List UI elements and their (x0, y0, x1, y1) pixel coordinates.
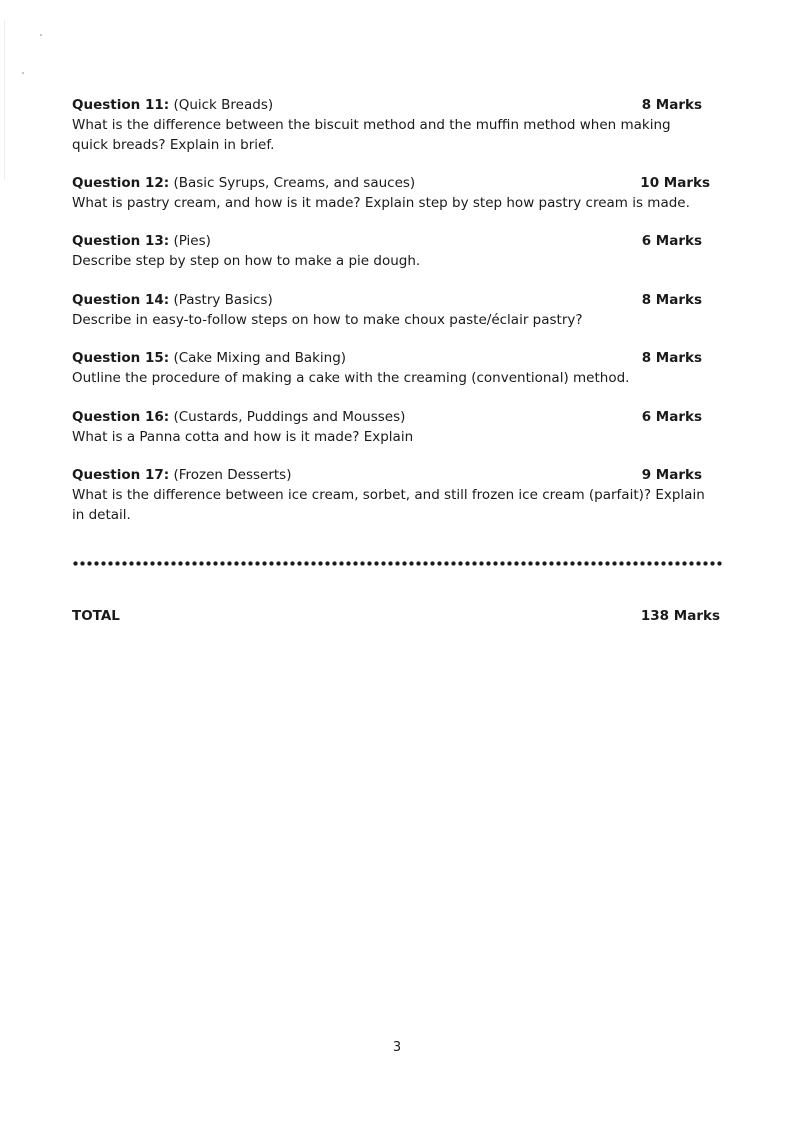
question-header (72, 465, 712, 485)
question-text: Describe in easy-to-follow steps on how to make choux paste/éclair pastry? (72, 312, 583, 328)
question-14 (72, 290, 712, 330)
scan-speck (40, 34, 42, 36)
dotted-separator (72, 561, 724, 566)
question-header (72, 231, 712, 251)
question-marks: 6 Marks (641, 409, 702, 425)
question-header (72, 95, 712, 115)
question-marks: 8 Marks (641, 350, 702, 366)
question-13 (72, 231, 712, 271)
question-15 (72, 348, 712, 388)
page-number: 3 (392, 1040, 402, 1055)
question-marks: 8 Marks (641, 97, 702, 113)
question-title: Question 11: (72, 97, 170, 113)
question-header (72, 407, 712, 427)
total-marks: 138 Marks (640, 608, 720, 624)
question-title: Question 17: (72, 467, 170, 483)
question-topic: (Pies) (173, 233, 211, 249)
question-header (72, 173, 712, 193)
question-17 (72, 465, 712, 525)
question-title: Question 14: (72, 292, 170, 308)
question-title: Question 13: (72, 233, 170, 249)
question-text: What is the difference between the biscuit method and the muffin method when making quick breads? Explain in brief. (72, 117, 671, 153)
question-12 (72, 173, 712, 213)
question-text: Describe step by step on how to make a pie dough. (72, 253, 421, 269)
question-title: Question 15: (72, 350, 170, 366)
question-11 (72, 95, 712, 155)
total-label: TOTAL (72, 608, 120, 624)
question-header (72, 290, 712, 310)
question-text: What is the difference between ice cream, sorbet, and still frozen ice cream (parfait)? Explain in detail. (72, 487, 705, 523)
question-topic: (Quick Breads) (173, 97, 274, 113)
question-text: What is pastry cream, and how is it made? Explain step by step how pastry cream is made. (72, 195, 690, 211)
question-topic: (Frozen Desserts) (173, 467, 292, 483)
question-16 (72, 407, 712, 447)
question-topic: (Custards, Puddings and Mousses) (173, 409, 406, 425)
question-topic: (Basic Syrups, Creams, and sauces) (173, 175, 416, 191)
total-row (72, 605, 724, 627)
question-topic: (Cake Mixing and Baking) (173, 350, 347, 366)
question-marks: 6 Marks (641, 233, 702, 249)
question-marks: 10 Marks (640, 175, 710, 191)
question-marks: 9 Marks (641, 467, 702, 483)
question-title: Question 16: (72, 409, 170, 425)
question-topic: (Pastry Basics) (173, 292, 273, 308)
question-header (72, 348, 712, 368)
question-text: Outline the procedure of making a cake with the creaming (conventional) method. (72, 370, 630, 386)
question-marks: 8 Marks (641, 292, 702, 308)
scan-edge-line (4, 20, 5, 180)
question-title: Question 12: (72, 175, 170, 191)
question-text: What is a Panna cotta and how is it made? Explain (72, 429, 414, 445)
scan-speck (22, 72, 24, 74)
